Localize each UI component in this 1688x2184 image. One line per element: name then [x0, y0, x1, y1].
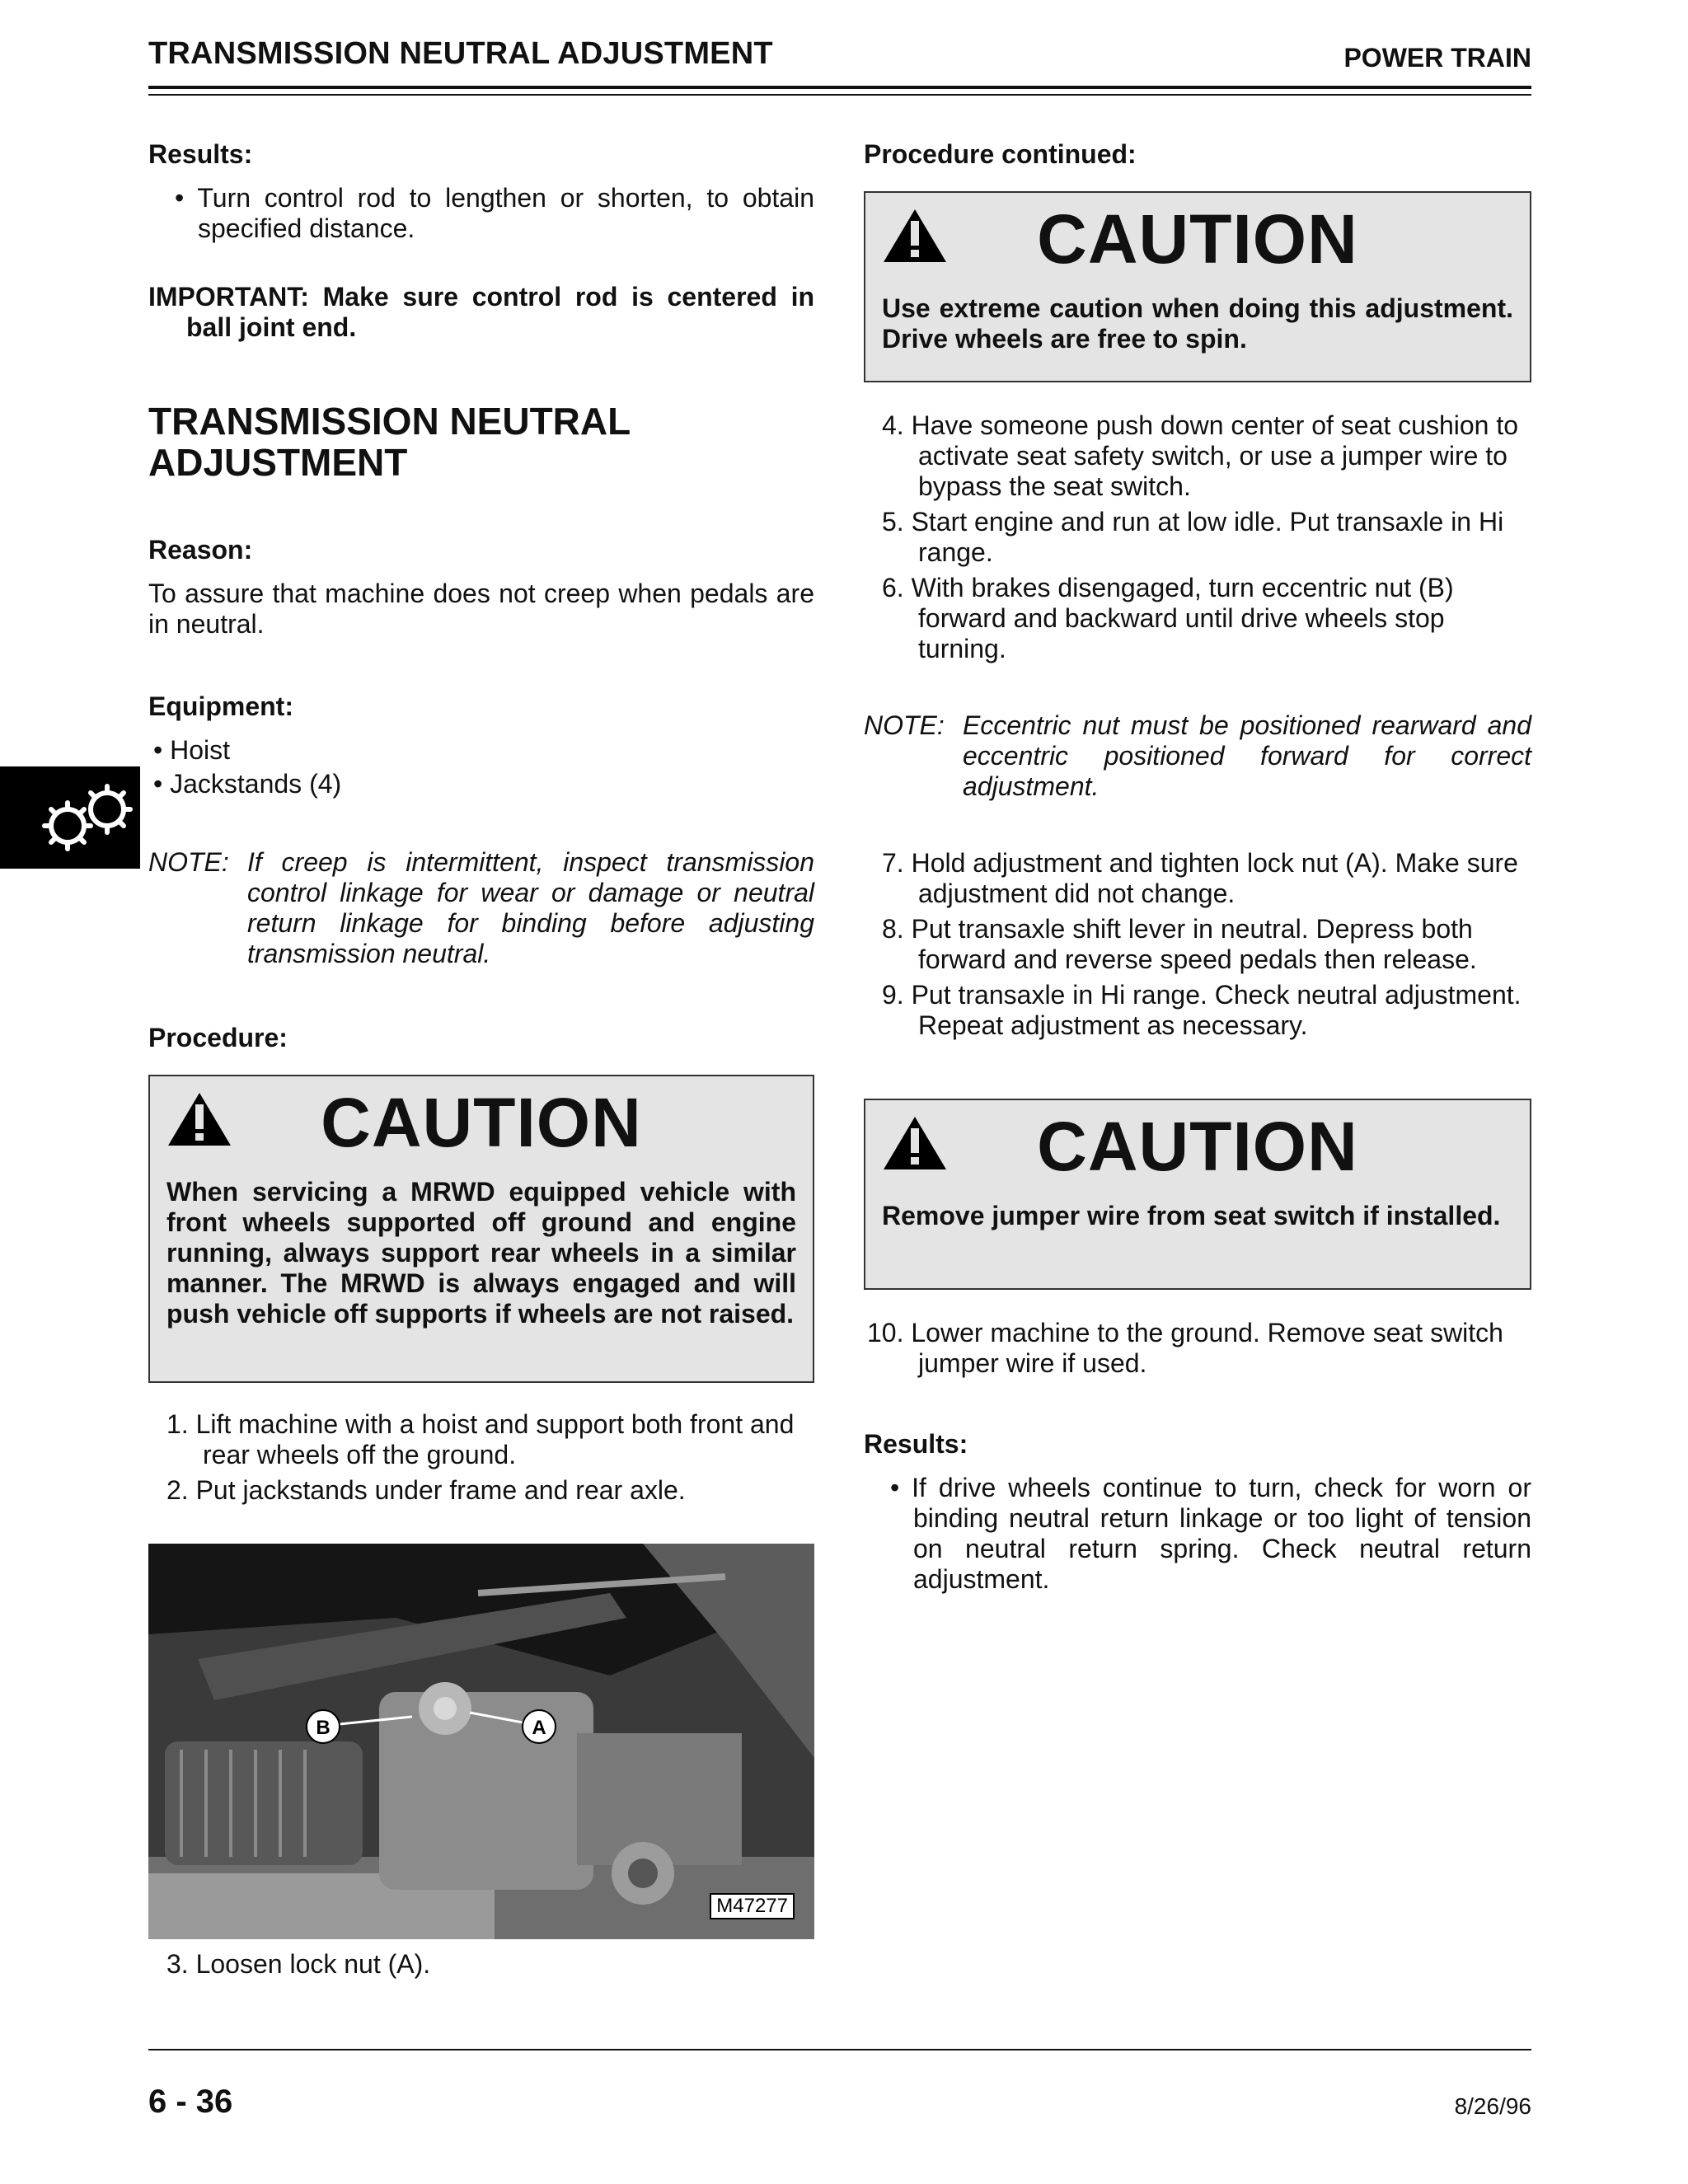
section-heading-line-2: ADJUSTMENT	[148, 441, 408, 484]
page-header-title: TRANSMISSION NEUTRAL ADJUSTMENT	[148, 36, 773, 71]
procedure-step: 8. Put transaxle shift lever in neutral. Depress both forward and reverse speed pedals then release.	[882, 914, 1477, 974]
procedure-step: 9. Put transaxle in Hi range. Check neutral adjustment. Repeat adjustment as necessary.	[882, 980, 1522, 1040]
right-column	[864, 138, 1531, 1595]
note-text: If creep is intermittent, inspect transmission control linkage for wear or damage or neutral return linkage for binding before adjusting transmission neutral.	[247, 847, 814, 968]
footer-rule	[148, 2049, 1531, 2050]
procedure-step: 1. Lift machine with a hoist and support both front and rear wheels off the ground.	[166, 1409, 795, 1469]
results-label: Results:	[864, 1429, 968, 1459]
caution-header	[882, 1100, 1513, 1183]
caution-box	[148, 1075, 814, 1383]
page-header-section: POWER TRAIN	[1343, 43, 1531, 73]
gears-icon	[0, 766, 140, 869]
caution-box	[864, 1099, 1531, 1290]
procedure-step: 5. Start engine and run at low idle. Put transaxle in Hi range.	[882, 507, 1504, 567]
caution-title: CAUTION	[1037, 1108, 1358, 1185]
note	[864, 710, 1531, 802]
reason-label: Reason:	[148, 535, 253, 565]
callout-a	[523, 1710, 556, 1743]
reason-text: To assure that machine does not creep when pedals are in neutral.	[148, 579, 814, 639]
note-label: NOTE:	[148, 847, 229, 877]
procedure-label: Procedure:	[148, 1023, 288, 1052]
important-note: IMPORTANT: Make sure control rod is centered in ball joint end.	[148, 282, 814, 342]
callout-a-letter: A	[532, 1717, 546, 1739]
page-date: 8/26/96	[1454, 2093, 1531, 2119]
results-bullet: • Turn control rod to lengthen or shorten, to obtain specified distance.	[175, 183, 814, 243]
procedure-step: 4. Have someone push down center of seat cushion to activate seat safety switch, or use a jumper wire to bypass the seat switch.	[882, 410, 1519, 501]
section-heading	[148, 401, 814, 483]
section-tab	[0, 766, 140, 869]
caution-text: Use extreme caution when doing this adjustment. Drive wheels are free to spin.	[882, 293, 1513, 354]
page-number: 6 - 36	[148, 2083, 233, 2120]
note	[148, 847, 814, 969]
callout-b-letter: B	[316, 1717, 331, 1739]
callout-b	[307, 1710, 340, 1743]
procedure-continued-label: Procedure continued:	[864, 139, 1137, 169]
procedure-step: 7. Hold adjustment and tighten lock nut (A). Make sure adjustment did not change.	[882, 848, 1518, 908]
transmission-photo	[148, 1544, 814, 1939]
caution-text: Remove jumper wire from seat switch if installed.	[882, 1201, 1501, 1230]
equipment-item: • Jackstands (4)	[153, 769, 342, 799]
procedure-step: 3. Loosen lock nut (A).	[166, 1949, 431, 1979]
left-column	[148, 138, 814, 1980]
note-label: NOTE:	[864, 710, 945, 740]
procedure-step: 6. With brakes disengaged, turn eccentric nut (B) forward and backward until drive wheels stop turning.	[882, 573, 1454, 663]
results-label: Results:	[148, 139, 253, 169]
equipment-item: • Hoist	[153, 735, 230, 765]
header-rule-thick	[148, 86, 1531, 89]
photo-illustration	[148, 1544, 814, 1939]
procedure-step: 2. Put jackstands under frame and rear axle.	[166, 1475, 686, 1505]
photo-label: M47277	[710, 1893, 795, 1919]
procedure-step: 10. Lower machine to the ground. Remove seat switch jumper wire if used.	[867, 1318, 1503, 1378]
caution-title: CAUTION	[1037, 200, 1358, 278]
equipment-label: Equipment:	[148, 691, 293, 721]
header-rule-thin	[148, 94, 1531, 96]
caution-title: CAUTION	[321, 1084, 642, 1161]
caution-header	[882, 193, 1513, 278]
caution-header	[166, 1076, 796, 1159]
results-bullet: • If drive wheels continue to turn, check for worn or binding neutral return linkage or too light of tension on neutral return spring. Check neutral return adjustment.	[890, 1473, 1531, 1594]
caution-box	[864, 191, 1531, 382]
caution-text: When servicing a MRWD equipped vehicle with front wheels supported off ground and engine running, always support rear wheels in a similar manner. The MRWD is always engaged and will push vehicle off supports if wheels are not raised.	[166, 1177, 796, 1329]
section-heading-line-1: TRANSMISSION NEUTRAL	[148, 400, 631, 443]
note-text: Eccentric nut must be positioned rearward and eccentric positioned forward for correct adjustment.	[963, 710, 1531, 801]
